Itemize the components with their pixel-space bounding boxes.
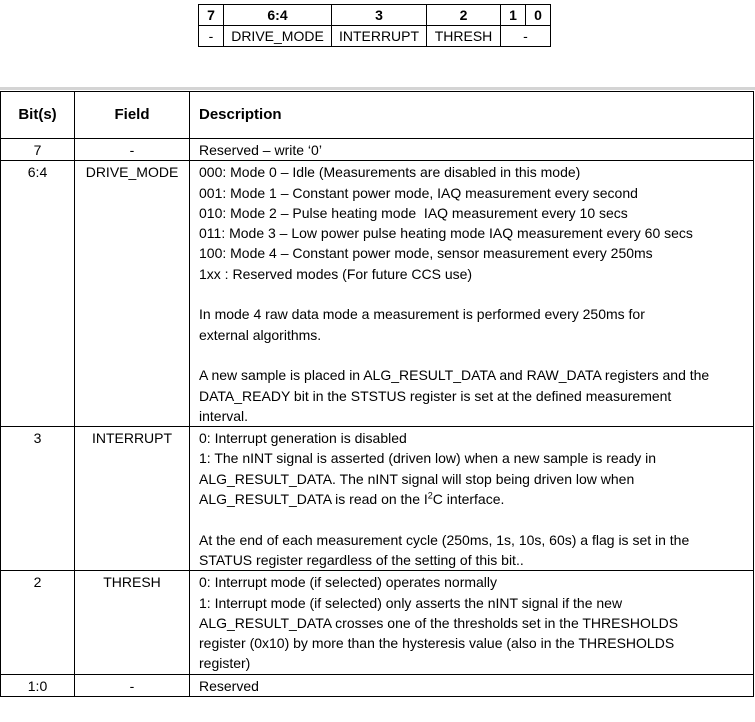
table-row — [1, 161, 754, 427]
row-description — [190, 571, 754, 674]
table-header-row — [1, 92, 754, 139]
field-label: THRESH — [427, 26, 501, 47]
field-label: - — [199, 26, 224, 47]
description-line: interval. — [199, 407, 249, 424]
table-row — [1, 571, 754, 674]
header-description: Description — [190, 92, 754, 139]
register-description-table — [0, 91, 754, 697]
bit-label: 7 — [199, 5, 224, 26]
row-field: DRIVE_MODE — [75, 161, 190, 427]
description-line: A new sample is placed in ALG_RESULT_DATA and RAW_DATA registers and the — [199, 367, 710, 384]
description-line — [199, 489, 749, 509]
row-description — [190, 427, 754, 571]
description-line: 0: Interrupt mode (if selected) operates normally — [199, 574, 498, 591]
row-description — [190, 139, 754, 161]
i2c-text-post: C interface. — [432, 491, 505, 508]
description-line: In mode 4 raw data mode a measurement is performed every 250ms for — [199, 306, 645, 323]
register-field-row — [199, 26, 551, 47]
row-field: INTERRUPT — [75, 427, 190, 571]
row-field: - — [75, 139, 190, 161]
i2c-superscript: 2 — [427, 490, 433, 501]
description-line: external algorithms. — [199, 326, 322, 343]
row-bits: 3 — [1, 427, 75, 571]
description-line: STATUS register regardless of the setting of this bit.. — [199, 551, 524, 568]
description-line: ALG_RESULT_DATA. The nINT signal will stop being driven low when — [199, 470, 635, 487]
description-line: Reserved – write ‘0’ — [199, 142, 322, 158]
row-bits: 1:0 — [1, 674, 75, 696]
register-bit-map — [198, 4, 551, 47]
bit-label: 2 — [427, 5, 501, 26]
header-bits: Bit(s) — [1, 92, 75, 139]
register-bit-row — [199, 5, 551, 26]
description-line: 1xx : Reserved modes (For future CCS use) — [199, 265, 473, 282]
row-bits: 2 — [1, 571, 75, 674]
table-row — [1, 674, 754, 696]
description-line: 100: Mode 4 – Constant power mode, sensor measurement every 250ms — [199, 245, 653, 262]
row-field: - — [75, 674, 190, 696]
description-line: 1: Interrupt mode (if selected) only asserts the nINT signal if the new — [199, 594, 623, 611]
field-label: - — [501, 26, 551, 47]
description-line: 0: Interrupt generation is disabled — [199, 430, 407, 447]
bit-label: 1 — [501, 5, 526, 26]
description-line: 010: Mode 2 – Pulse heating mode IAQ measurement every 10 secs — [199, 204, 628, 221]
row-description — [190, 674, 754, 696]
i2c-text-pre: ALG_RESULT_DATA is read on the I — [199, 491, 428, 508]
table-row — [1, 139, 754, 161]
bit-label: 3 — [332, 5, 427, 26]
description-line: 001: Mode 1 – Constant power mode, IAQ measurement every second — [199, 184, 638, 201]
description-line: register (0x10) by more than the hysteresis value (also in the THRESHOLDS — [199, 635, 675, 652]
description-line: ALG_RESULT_DATA crosses one of the thresholds set in the THRESHOLDS — [199, 614, 679, 631]
row-bits: 6:4 — [1, 161, 75, 427]
description-line: register) — [199, 655, 251, 672]
row-bits: 7 — [1, 139, 75, 161]
row-field: THRESH — [75, 571, 190, 674]
description-line: 000: Mode 0 – Idle (Measurements are disabled in this mode) — [199, 164, 581, 181]
table-row — [1, 427, 754, 571]
header-field: Field — [75, 92, 190, 139]
blank-line — [199, 284, 749, 304]
bit-label: 6:4 — [224, 5, 332, 26]
row-description — [190, 161, 754, 427]
blank-line — [199, 509, 749, 529]
description-line: DATA_READY bit in the STSTUS register is set at the defined measurement — [199, 387, 672, 404]
description-line: Reserved — [199, 677, 259, 694]
description-line: At the end of each measurement cycle (250ms, 1s, 10s, 60s) a flag is set in the — [199, 531, 690, 548]
separator — [0, 87, 755, 90]
field-label: INTERRUPT — [332, 26, 427, 47]
bit-label: 0 — [526, 5, 551, 26]
blank-line — [199, 345, 749, 365]
field-label: DRIVE_MODE — [224, 26, 332, 47]
description-line: 011: Mode 3 – Low power pulse heating mode IAQ measurement every 60 secs — [199, 225, 693, 242]
description-line: 1: The nINT signal is asserted (driven low) when a new sample is ready in — [199, 450, 657, 467]
